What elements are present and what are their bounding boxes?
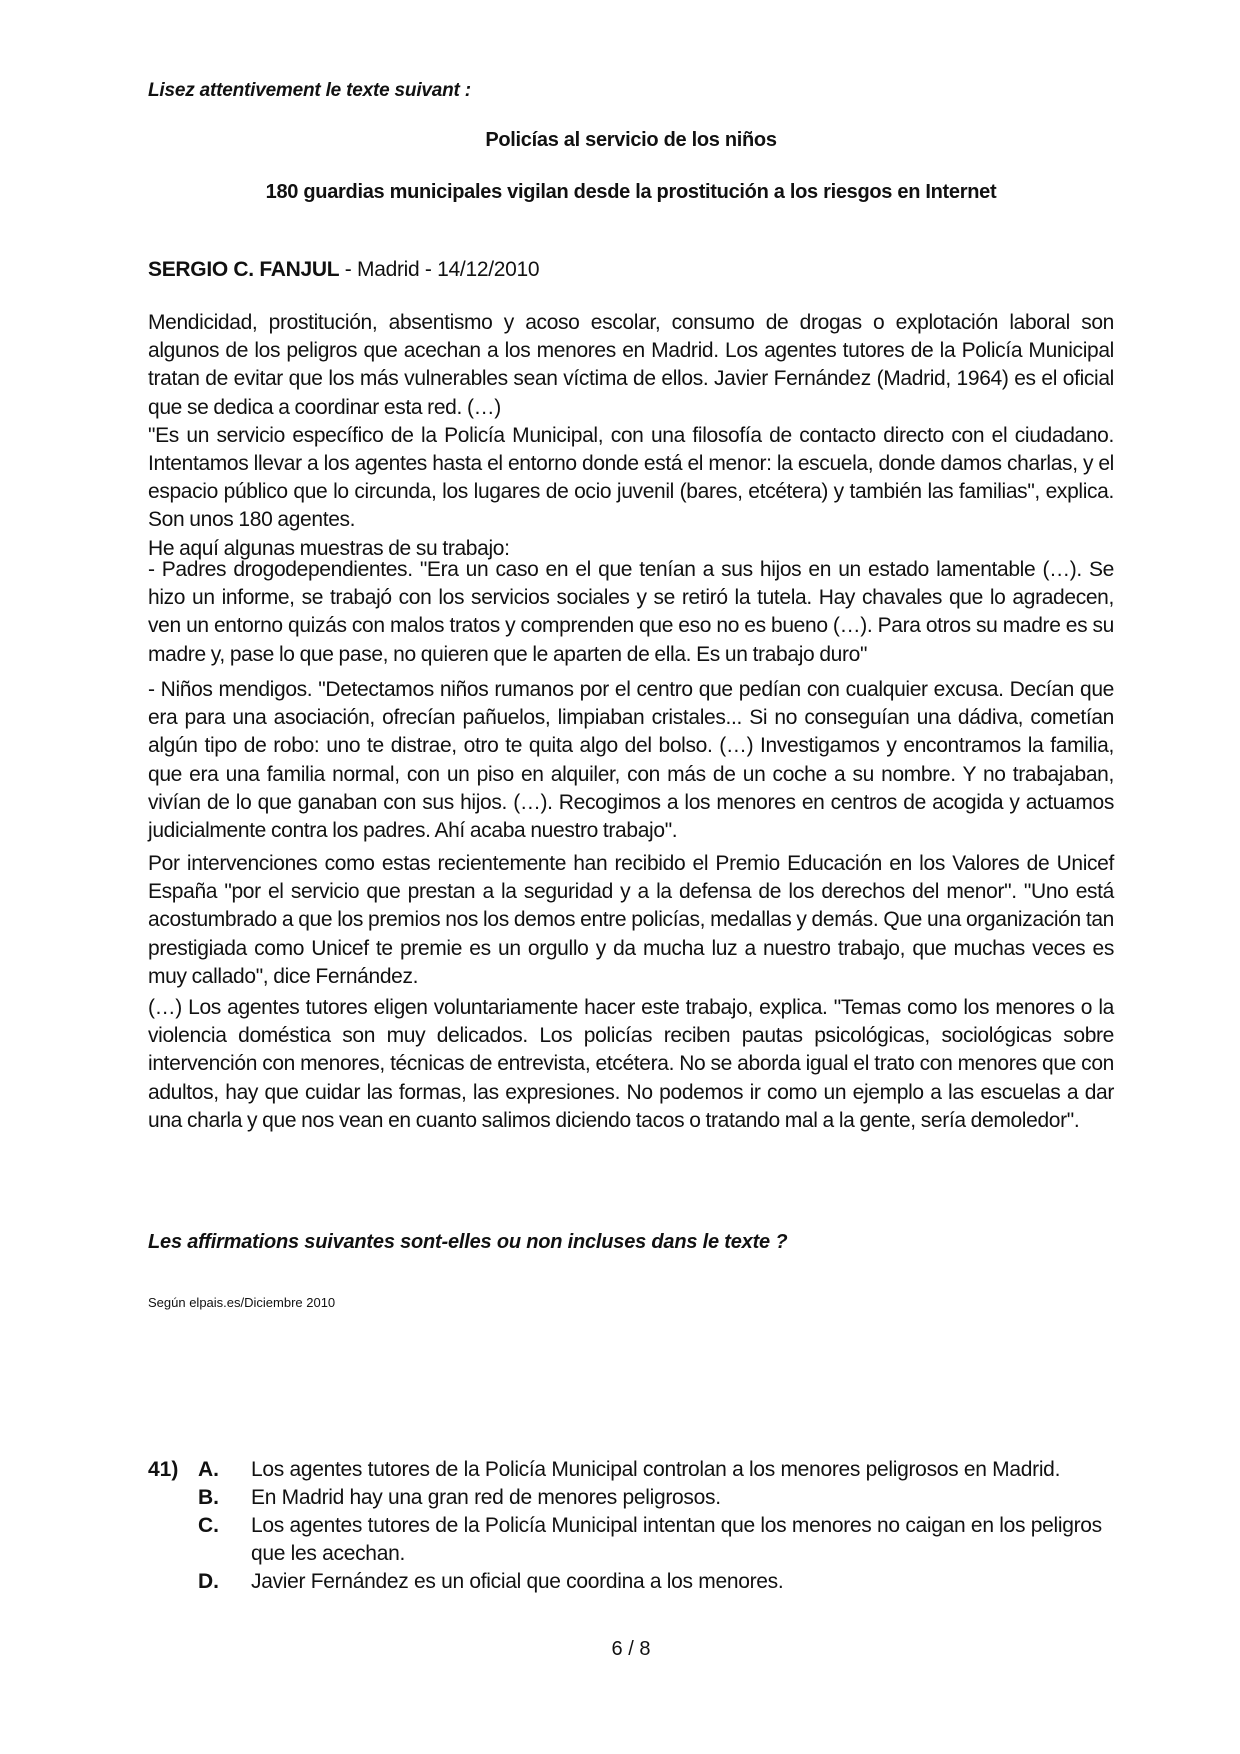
article-source: Según elpais.es/Diciembre 2010 <box>148 1295 336 1310</box>
article-subtitle: 180 guardias municipales vigilan desde la prostitución a los riesgos en Internet <box>265 181 997 203</box>
article-paragraph: He aquí algunas muestras de su trabajo: <box>148 536 510 560</box>
article-closing <box>148 994 1114 1135</box>
reading-instruction: Lisez attentivement le texte suivant : <box>148 80 471 101</box>
article-dateline: - Madrid - 14/12/2010 <box>339 258 540 281</box>
option-letter: D. <box>198 1570 219 1593</box>
article-award <box>148 850 1114 991</box>
answer-option-c[interactable] <box>148 1512 1114 1568</box>
option-text: En Madrid hay una gran red de menores peligrosos. <box>251 1486 721 1509</box>
option-letter: B. <box>198 1486 219 1509</box>
document-page <box>148 0 1114 1754</box>
answer-option-d[interactable] <box>148 1568 1114 1596</box>
option-text: Los agentes tutores de la Policía Municipal controlan a los menores peligrosos en Madrid. <box>251 1458 1061 1481</box>
article-byline <box>148 258 539 282</box>
question-41 <box>148 1456 1114 1596</box>
option-text: Los agentes tutores de la Policía Municipal intentan que los menores no caigan en los peligros que les acechan. <box>251 1514 1102 1565</box>
article-paragraph: Mendicidad, prostitución, absentismo y acoso escolar, consumo de drogas o explotación laboral son algunos de los peligros que acechan a los menores en Madrid. Los agentes tutores de la Policía Municipal tratan de evitar que los más vulnerables sean víctima de ellos. Javier Fernández (Madrid, 1964) es el oficial que se dedica a coordinar esta red. (…) <box>148 311 1114 419</box>
article-title: Policías al servicio de los niños <box>485 129 777 151</box>
article-paragraph: (…) Los agentes tutores eligen voluntariamente hacer este trabajo, explica. "Temas como los menores o la violencia doméstica son muy delicados. Los policías reciben pautas psicológicas, sociológicas sobre intervención con menores, técnicas de entrevista, etcétera. No se aborda igual el trato con menores que con adultos, hay que cuidar las formas, las expresiones. No podemos ir como un ejemplo a las escuelas a dar una charla y que nos vean en cuanto salimos diciendo tacos o tratando mal a la gente, sería demoledor". <box>148 996 1114 1132</box>
article-paragraph: "Es un servicio específico de la Policía Municipal, con una filosofía de contacto directo con el ciudadano. Intentamos llevar a los agentes hasta el entorno donde está el menor: la escuela, donde damos charlas, y el espacio público que lo circunda, los lugares de ocio juvenil (bares, etcétera) y también las familias", explica. Son unos 180 agentes. <box>148 423 1114 532</box>
article-paragraph: - Niños mendigos. "Detectamos niños rumanos por el centro que pedían con cualquier excusa. Decían que era para una asociación, ofrecían pañuelos, limpiaban cristales... Si no conseguían una dádiva, cometían algún tipo de robo: uno te distrae, otro te quita algo del bolso. (…) Investigamos y encontramos la familia, que era una familia normal, con un piso en alquiler, con más de un coche a su nombre. Y no trabajaban, vivían de lo que ganaban con sus hijos. (…). Recogimos a los menores en centros de acogida y actuamos judicialmente contra los padres. Ahí acaba nuestro trabajo". <box>148 678 1114 843</box>
page-number: 6 / 8 <box>611 1638 651 1660</box>
option-letter: A. <box>198 1458 219 1481</box>
option-letter: C. <box>198 1514 219 1537</box>
answer-option-b[interactable] <box>148 1484 1114 1512</box>
option-text: Javier Fernández es un oficial que coordina a los menores. <box>251 1570 784 1593</box>
question-instruction: Les affirmations suivantes sont-elles ou non incluses dans le texte ? <box>148 1231 788 1253</box>
question-number: 41) <box>148 1458 179 1481</box>
article-paragraph: - Padres drogodependientes. "Era un caso en el que tenían a sus hijos en un estado lamentable (…). Se hizo un informe, se trabajó con los servicios sociales y se retiró la tutela. Hay chavales que lo agradecen, ven un entorno quizás con malos tratos y comprenden que eso no es bueno (…). Para otros su madre es su madre y, pase lo que pase, no quieren que le aparten de ella. Es un trabajo duro" <box>148 558 1114 666</box>
article-intro <box>148 309 1114 563</box>
article-example-drugs <box>148 556 1114 669</box>
article-author: SERGIO C. FANJUL <box>148 258 340 281</box>
answer-option-a[interactable] <box>148 1456 1114 1484</box>
article-example-beggars <box>148 676 1114 845</box>
article-paragraph: Por intervenciones como estas recientemente han recibido el Premio Educación en los Valores de Unicef España "por el servicio que prestan a la seguridad y a la defensa de los derechos del menor". "Uno está acostumbrado a que los premios nos los demos entre policías, medallas y demás. Que una organización tan prestigiada como Unicef te premie es un orgullo y da mucha luz a nuestro trabajo, que muchas veces es muy callado", dice Fernández. <box>148 852 1114 988</box>
